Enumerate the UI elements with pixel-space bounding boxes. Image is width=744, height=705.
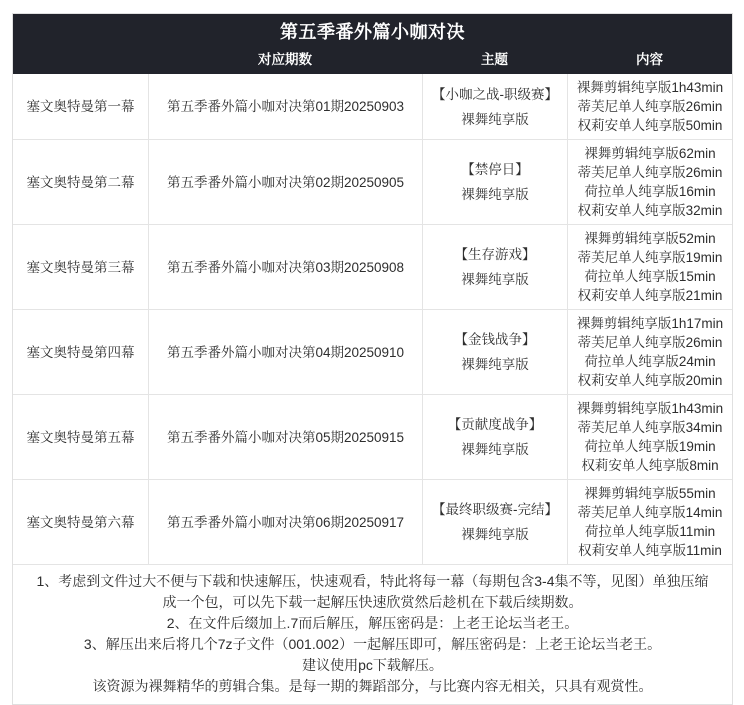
act-cell: 塞文奥特曼第二幕 — [26, 174, 135, 190]
theme-title: 【生存游戏】 — [454, 247, 536, 262]
table-row — [13, 224, 732, 309]
theme-title: 【金钱战争】 — [454, 332, 536, 347]
content-line: 权莉安单人纯享版32min — [577, 203, 723, 218]
content-line: 蒂芙尼单人纯享版26min — [577, 99, 723, 114]
table-body — [13, 74, 732, 564]
act-cell: 塞文奥特曼第一幕 — [26, 99, 135, 114]
theme-cell — [422, 395, 567, 479]
table-row — [13, 394, 732, 479]
episode-table — [12, 13, 733, 705]
theme-subtitle: 裸舞纯享版 — [461, 442, 529, 457]
theme-subtitle: 裸舞纯享版 — [461, 111, 529, 127]
theme-title: 【贡献度战争】 — [447, 417, 543, 432]
column-header-content: 内容 — [636, 52, 663, 67]
content-line: 蒂芙尼单人纯享版26min — [577, 165, 723, 180]
content-line: 裸舞剪辑纯享版62min — [584, 146, 716, 161]
footnotes — [13, 564, 732, 704]
content-cell — [567, 310, 732, 394]
content-line: 裸舞剪辑纯享版1h43min — [576, 401, 724, 416]
table-row — [13, 309, 732, 394]
content-cell — [567, 140, 732, 224]
act-cell: 塞文奥特曼第四幕 — [26, 344, 135, 360]
content-line: 权莉安单人纯享版21min — [577, 288, 723, 303]
theme-cell — [422, 140, 567, 224]
content-line: 权莉安单人纯享版8min — [581, 458, 719, 473]
footnote-line: 2、在文件后缀加上.7而后解压，解压密码是：上老王论坛当老王。 — [166, 615, 579, 631]
theme-title: 【禁停日】 — [461, 162, 529, 177]
theme-subtitle: 裸舞纯享版 — [461, 357, 529, 372]
theme-subtitle: 裸舞纯享版 — [461, 187, 529, 202]
theme-subtitle: 裸舞纯享版 — [461, 272, 529, 287]
episode-cell: 第五季番外篇小咖对决第02期20250905 — [148, 140, 422, 224]
footnote-line: 3、解压出来后将几个7z子文件（001.002）一起解压即可，解压密码是：上老王论坛当老王。 — [83, 636, 662, 652]
column-header-row — [13, 48, 732, 74]
page-title: 第五季番外篇小咖对决 — [280, 22, 465, 42]
content-line: 蒂芙尼单人纯享版14min — [577, 505, 723, 520]
episode-cell: 第五季番外篇小咖对决第04期20250910 — [148, 310, 422, 394]
content-line: 荷拉单人纯享版24min — [584, 354, 716, 369]
content-line: 权莉安单人纯享版50min — [577, 118, 723, 133]
act-cell: 塞文奥特曼第三幕 — [26, 259, 135, 275]
content-line: 荷拉单人纯享版11min — [584, 524, 716, 539]
column-header-theme: 主题 — [481, 52, 508, 67]
content-cell — [567, 74, 732, 139]
content-cell — [567, 480, 732, 564]
content-line: 裸舞剪辑纯享版52min — [584, 231, 716, 246]
theme-title: 【最终职级赛-完结】 — [432, 502, 558, 517]
table-row — [13, 74, 732, 139]
theme-title: 【小咖之战-职级赛】 — [432, 86, 558, 102]
act-cell: 塞文奥特曼第五幕 — [26, 429, 135, 445]
act-cell: 塞文奥特曼第六幕 — [26, 514, 135, 530]
content-line: 荷拉单人纯享版19min — [584, 439, 716, 454]
episode-cell: 第五季番外篇小咖对决第03期20250908 — [148, 225, 422, 309]
episode-cell: 第五季番外篇小咖对决第05期20250915 — [148, 395, 422, 479]
content-line: 荷拉单人纯享版16min — [584, 184, 716, 199]
content-line: 裸舞剪辑纯享版1h17min — [576, 316, 724, 331]
content-cell — [567, 395, 732, 479]
episode-cell: 第五季番外篇小咖对决第06期20250917 — [148, 480, 422, 564]
content-line: 权莉安单人纯享版11min — [578, 543, 722, 558]
table-row — [13, 479, 732, 564]
theme-cell — [422, 74, 567, 139]
content-line: 权莉安单人纯享版20min — [577, 373, 723, 388]
content-line: 蒂芙尼单人纯享版26min — [577, 335, 723, 350]
content-line: 蒂芙尼单人纯享版19min — [577, 250, 723, 265]
theme-cell — [422, 480, 567, 564]
content-line: 裸舞剪辑纯享版1h43min — [576, 80, 724, 95]
episode-cell: 第五季番外篇小咖对决第01期20250903 — [148, 74, 422, 139]
footnote-line: 1、考虑到文件过大不便与下载和快速解压，快速观看，特此将每一幕（每期包含3-4集不等，见图）单独压缩成一个包，可以先下载一起解压快速欣赏然后趁机在下载后续期数。 — [36, 573, 709, 610]
column-header-act — [13, 48, 148, 74]
footnote-line: 建议使用pc下载解压。 — [302, 657, 443, 673]
theme-cell — [422, 310, 567, 394]
content-line: 蒂芙尼单人纯享版34min — [577, 420, 723, 435]
content-line: 裸舞剪辑纯享版55min — [584, 486, 716, 501]
footnote-line: 该资源为裸舞精华的剪辑合集。是每一期的舞蹈部分，与比赛内容无相关，只具有观赏性。 — [92, 678, 653, 694]
table-header — [13, 14, 732, 74]
column-header-episode: 对应期数 — [258, 52, 312, 67]
table-row — [13, 139, 732, 224]
content-line: 荷拉单人纯享版15min — [584, 269, 716, 284]
theme-cell — [422, 225, 567, 309]
content-cell — [567, 225, 732, 309]
theme-subtitle: 裸舞纯享版 — [461, 527, 529, 542]
